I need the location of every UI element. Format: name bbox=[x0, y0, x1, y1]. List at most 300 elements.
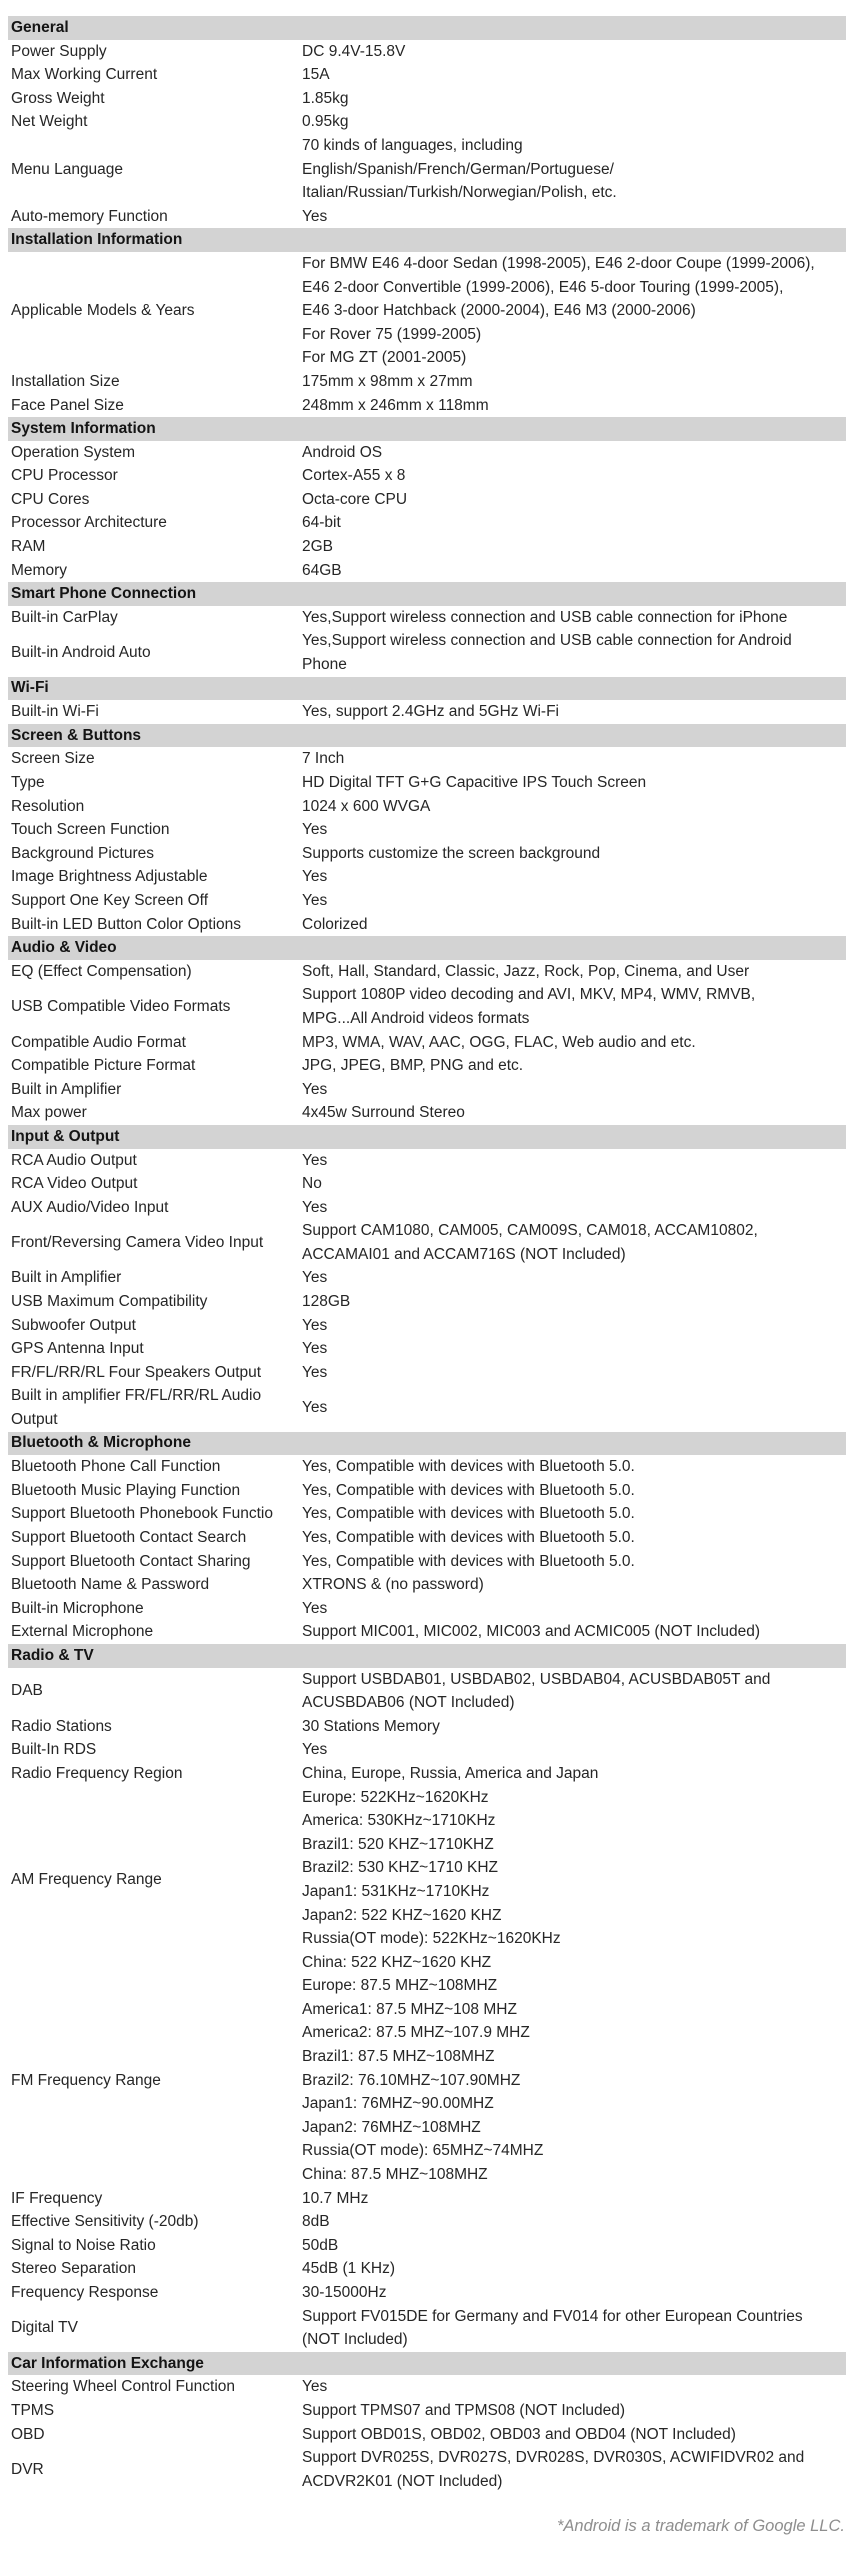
spec-row bbox=[8, 842, 846, 866]
value-line: Yes bbox=[302, 207, 328, 225]
value-line: ACUSBDAB06 (NOT Included) bbox=[302, 1694, 515, 1712]
spec-row bbox=[8, 1172, 846, 1196]
label-line: Stereo Separation bbox=[11, 2260, 136, 2278]
spec-value bbox=[302, 1974, 846, 2186]
spec-value bbox=[302, 205, 846, 229]
spec-row bbox=[8, 1738, 846, 1762]
label-line: Radio Stations bbox=[11, 1717, 112, 1735]
label-line: DAB bbox=[11, 1682, 43, 1700]
value-line: Yes, Compatible with devices with Bluetooth 5.0. bbox=[302, 1505, 635, 1523]
spec-row bbox=[8, 1455, 846, 1479]
label-line: Built-in LED Button Color Options bbox=[11, 915, 242, 933]
label-line: Compatible Picture Format bbox=[11, 1057, 196, 1075]
spec-label bbox=[8, 913, 302, 937]
spec-row bbox=[8, 2423, 846, 2447]
spec-value bbox=[302, 2423, 846, 2447]
value-line: Yes bbox=[302, 1340, 328, 1358]
label-line: USB Compatible Video Formats bbox=[11, 998, 231, 1016]
spec-row bbox=[8, 1715, 846, 1739]
label-line: Processor Architecture bbox=[11, 514, 167, 532]
spec-value bbox=[302, 2446, 846, 2493]
label-line: FM Frequency Range bbox=[11, 2071, 161, 2089]
value-line: Support FV015DE for Germany and FV014 for other European Countries bbox=[302, 2307, 803, 2325]
value-line: 70 kinds of languages, including bbox=[302, 136, 523, 154]
spec-value bbox=[302, 1031, 846, 1055]
spec-value bbox=[302, 983, 846, 1030]
spec-value bbox=[302, 2257, 846, 2281]
spec-value bbox=[302, 1054, 846, 1078]
value-line: Japan2: 76MHZ~108MHZ bbox=[302, 2118, 481, 2136]
spec-label bbox=[8, 1231, 302, 1255]
spec-value bbox=[302, 2187, 846, 2211]
spec-value bbox=[302, 1502, 846, 1526]
spec-value bbox=[302, 865, 846, 889]
spec-value bbox=[302, 606, 846, 630]
spec-label bbox=[8, 2375, 302, 2399]
label-line: Built in Amplifier bbox=[11, 1080, 122, 1098]
label-line: IF Frequency bbox=[11, 2189, 103, 2207]
spec-value bbox=[302, 1762, 846, 1786]
value-line: MPG...All Android videos formats bbox=[302, 1009, 530, 1027]
spec-row bbox=[8, 134, 846, 205]
value-line: 64-bit bbox=[302, 514, 341, 532]
label-line: Memory bbox=[11, 561, 67, 579]
spec-value bbox=[302, 629, 846, 676]
label-line: Built-in CarPlay bbox=[11, 608, 118, 626]
value-line: 64GB bbox=[302, 561, 342, 579]
spec-label bbox=[8, 2069, 302, 2093]
spec-row bbox=[8, 394, 846, 418]
section-title: Installation Information bbox=[11, 231, 183, 249]
spec-row bbox=[8, 1597, 846, 1621]
label-line: Front/Reversing Camera Video Input bbox=[11, 1234, 264, 1252]
value-line: Phone bbox=[302, 656, 347, 674]
section-title: System Information bbox=[11, 419, 156, 437]
section-title: General bbox=[11, 18, 69, 36]
label-line: EQ (Effect Compensation) bbox=[11, 962, 192, 980]
spec-row bbox=[8, 1620, 846, 1644]
spec-label bbox=[8, 2399, 302, 2423]
spec-label bbox=[8, 771, 302, 795]
spec-value bbox=[302, 771, 846, 795]
label-line: CPU Cores bbox=[11, 490, 90, 508]
label-line: Background Pictures bbox=[11, 844, 155, 862]
spec-value bbox=[302, 464, 846, 488]
label-line: Applicable Models & Years bbox=[11, 302, 195, 320]
label-line: Gross Weight bbox=[11, 89, 105, 107]
spec-value bbox=[302, 2210, 846, 2234]
spec-label bbox=[8, 511, 302, 535]
spec-row bbox=[8, 464, 846, 488]
spec-row bbox=[8, 1361, 846, 1385]
spec-label bbox=[8, 1361, 302, 1385]
spec-label bbox=[8, 158, 302, 182]
spec-row bbox=[8, 1526, 846, 1550]
spec-label bbox=[8, 464, 302, 488]
value-line: Japan2: 522 KHZ~1620 KHZ bbox=[302, 1906, 502, 1924]
label-line: Support Bluetooth Contact Sharing bbox=[11, 1552, 251, 1570]
section-header bbox=[8, 1644, 846, 1668]
value-line: DC 9.4V-15.8V bbox=[302, 42, 406, 60]
value-line: Brazil1: 87.5 MHZ~108MHZ bbox=[302, 2048, 495, 2066]
spec-label bbox=[8, 960, 302, 984]
section-title: Radio & TV bbox=[11, 1646, 94, 1664]
spec-value bbox=[302, 1314, 846, 1338]
value-line: Yes bbox=[302, 1399, 328, 1417]
spec-row bbox=[8, 252, 846, 370]
label-line: Built-In RDS bbox=[11, 1741, 97, 1759]
value-line: Yes bbox=[302, 1151, 328, 1169]
value-line: Yes, Compatible with devices with Bluetooth 5.0. bbox=[302, 1458, 635, 1476]
label-line: Built in amplifier FR/FL/RR/RL Audio bbox=[11, 1387, 262, 1405]
spec-label bbox=[8, 1078, 302, 1102]
spec-row bbox=[8, 1573, 846, 1597]
value-line: E46 3-door Hatchback (2000-2004), E46 M3 (2000-2006) bbox=[302, 302, 696, 320]
spec-label bbox=[8, 40, 302, 64]
spec-label bbox=[8, 889, 302, 913]
spec-row bbox=[8, 87, 846, 111]
spec-label bbox=[8, 1266, 302, 1290]
spec-value bbox=[302, 1550, 846, 1574]
spec-label bbox=[8, 1031, 302, 1055]
spec-row bbox=[8, 2234, 846, 2258]
value-line: 248mm x 246mm x 118mm bbox=[302, 396, 489, 414]
spec-row bbox=[8, 488, 846, 512]
value-line: 4x45w Surround Stereo bbox=[302, 1104, 465, 1122]
spec-label bbox=[8, 87, 302, 111]
value-line: XTRONS & (no password) bbox=[302, 1576, 484, 1594]
label-line: Power Supply bbox=[11, 42, 107, 60]
value-line: Yes bbox=[302, 1198, 328, 1216]
label-line: FR/FL/RR/RL Four Speakers Output bbox=[11, 1363, 262, 1381]
value-line: For MG ZT (2001-2005) bbox=[302, 349, 467, 367]
spec-row bbox=[8, 1384, 846, 1431]
section-header bbox=[8, 724, 846, 748]
section-title: Wi-Fi bbox=[11, 679, 49, 697]
label-line: Steering Wheel Control Function bbox=[11, 2378, 236, 2396]
spec-row bbox=[8, 63, 846, 87]
spec-row bbox=[8, 2399, 846, 2423]
value-line: 2GB bbox=[302, 538, 334, 556]
spec-row bbox=[8, 1550, 846, 1574]
value-line: Cortex-A55 x 8 bbox=[302, 467, 406, 485]
value-line: Russia(OT mode): 522KHz~1620KHz bbox=[302, 1930, 561, 1948]
spec-label bbox=[8, 2257, 302, 2281]
spec-label bbox=[8, 1502, 302, 1526]
spec-row bbox=[8, 818, 846, 842]
section-header bbox=[8, 1125, 846, 1149]
spec-label bbox=[8, 818, 302, 842]
label-line: Built-in Wi-Fi bbox=[11, 703, 99, 721]
spec-label bbox=[8, 1455, 302, 1479]
spec-row bbox=[8, 889, 846, 913]
spec-label bbox=[8, 1526, 302, 1550]
spec-row bbox=[8, 960, 846, 984]
label-line: AUX Audio/Video Input bbox=[11, 1198, 169, 1216]
label-line: Touch Screen Function bbox=[11, 821, 170, 839]
spec-row bbox=[8, 629, 846, 676]
value-line: 8dB bbox=[302, 2213, 330, 2231]
spec-label bbox=[8, 2458, 302, 2482]
spec-row bbox=[8, 1031, 846, 1055]
spec-row bbox=[8, 2281, 846, 2305]
value-line: Brazil2: 76.10MHZ~107.90MHZ bbox=[302, 2071, 521, 2089]
spec-label bbox=[8, 2281, 302, 2305]
spec-value bbox=[302, 1149, 846, 1173]
spec-value bbox=[302, 110, 846, 134]
spec-row bbox=[8, 913, 846, 937]
spec-value bbox=[302, 2305, 846, 2352]
value-line: 30 Stations Memory bbox=[302, 1717, 440, 1735]
label-line: Max power bbox=[11, 1104, 87, 1122]
spec-value bbox=[302, 1078, 846, 1102]
section-header bbox=[8, 677, 846, 701]
spec-value bbox=[302, 1172, 846, 1196]
spec-row bbox=[8, 40, 846, 64]
spec-row bbox=[8, 1290, 846, 1314]
spec-value bbox=[302, 2399, 846, 2423]
value-line: Brazil2: 530 KHZ~1710 KHZ bbox=[302, 1859, 498, 1877]
spec-value bbox=[302, 1361, 846, 1385]
spec-row bbox=[8, 1101, 846, 1125]
spec-value bbox=[302, 87, 846, 111]
value-line: Support 1080P video decoding and AVI, MKV, MP4, WMV, RMVB, bbox=[302, 986, 756, 1004]
value-line: Support CAM1080, CAM005, CAM009S, CAM018, ACCAM10802, bbox=[302, 1222, 758, 1240]
spec-label bbox=[8, 1573, 302, 1597]
spec-value bbox=[302, 1219, 846, 1266]
value-line: Yes, Compatible with devices with Bluetooth 5.0. bbox=[302, 1529, 635, 1546]
value-line: China: 522 KHZ~1620 KHZ bbox=[302, 1953, 492, 1971]
spec-label bbox=[8, 1762, 302, 1786]
spec-row bbox=[8, 1078, 846, 1102]
section-header bbox=[8, 582, 846, 606]
label-line: Support Bluetooth Contact Search bbox=[11, 1529, 247, 1546]
spec-value bbox=[302, 63, 846, 87]
spec-label bbox=[8, 842, 302, 866]
label-line: Installation Size bbox=[11, 372, 120, 390]
spec-value bbox=[302, 394, 846, 418]
label-line: Menu Language bbox=[11, 160, 124, 178]
label-line: RAM bbox=[11, 538, 46, 556]
value-line: Soft, Hall, Standard, Classic, Jazz, Rock, Pop, Cinema, and User bbox=[302, 962, 750, 980]
spec-value bbox=[302, 747, 846, 771]
spec-label bbox=[8, 1054, 302, 1078]
spec-label bbox=[8, 63, 302, 87]
spec-label bbox=[8, 1620, 302, 1644]
spec-value bbox=[302, 2375, 846, 2399]
spec-value bbox=[302, 1668, 846, 1715]
value-line: JPG, JPEG, BMP, PNG and etc. bbox=[302, 1057, 524, 1075]
spec-row bbox=[8, 2187, 846, 2211]
value-line: Android OS bbox=[302, 443, 383, 461]
label-line: CPU Processor bbox=[11, 467, 118, 485]
value-line: Colorized bbox=[302, 915, 368, 933]
spec-value bbox=[302, 795, 846, 819]
value-line: Russia(OT mode): 65MHZ~74MHZ bbox=[302, 2142, 544, 2160]
value-line: Support USBDAB01, USBDAB02, USBDAB04, ACUSBDAB05T and bbox=[302, 1670, 771, 1688]
spec-value bbox=[302, 960, 846, 984]
spec-row bbox=[8, 1668, 846, 1715]
value-line: America2: 87.5 MHZ~107.9 MHZ bbox=[302, 2024, 530, 2042]
label-line: TPMS bbox=[11, 2401, 55, 2419]
spec-label bbox=[8, 2187, 302, 2211]
spec-label bbox=[8, 535, 302, 559]
spec-label bbox=[8, 299, 302, 323]
value-line: Support DVR025S, DVR027S, DVR028S, DVR030S, ACWIFIDVR02 and bbox=[302, 2449, 805, 2467]
label-line: Effective Sensitivity (-20db) bbox=[11, 2213, 199, 2231]
value-line: 10.7 MHz bbox=[302, 2189, 369, 2207]
value-line: 175mm x 98mm x 27mm bbox=[302, 372, 473, 390]
spec-row bbox=[8, 983, 846, 1030]
value-line: Japan1: 76MHZ~90.00MHZ bbox=[302, 2095, 494, 2113]
label-line: Max Working Current bbox=[11, 66, 158, 84]
label-line: Image Brightness Adjustable bbox=[11, 868, 208, 886]
spec-value bbox=[302, 1597, 846, 1621]
label-line: Support Bluetooth Phonebook Functio bbox=[11, 1505, 273, 1523]
section-header bbox=[8, 936, 846, 960]
label-line: AM Frequency Range bbox=[11, 1871, 162, 1889]
spec-value bbox=[302, 1196, 846, 1220]
spec-row bbox=[8, 2375, 846, 2399]
spec-value bbox=[302, 818, 846, 842]
spec-row bbox=[8, 795, 846, 819]
label-line: Output bbox=[11, 1411, 58, 1429]
value-line: Italian/Russian/Turkish/Norwegian/Polish, etc. bbox=[302, 184, 617, 202]
spec-row bbox=[8, 1479, 846, 1503]
label-line: RCA Video Output bbox=[11, 1175, 138, 1193]
spec-value bbox=[302, 1715, 846, 1739]
label-line: Bluetooth Phone Call Function bbox=[11, 1458, 221, 1476]
spec-value bbox=[302, 134, 846, 205]
label-line: Resolution bbox=[11, 797, 85, 815]
spec-row bbox=[8, 2446, 846, 2493]
label-line: USB Maximum Compatibility bbox=[11, 1293, 208, 1311]
spec-label bbox=[8, 641, 302, 665]
section-title: Screen & Buttons bbox=[11, 726, 142, 744]
spec-label bbox=[8, 2316, 302, 2340]
spec-value bbox=[302, 1290, 846, 1314]
spec-value bbox=[302, 700, 846, 724]
spec-label bbox=[8, 795, 302, 819]
spec-value bbox=[302, 1573, 846, 1597]
value-line: America: 530KHz~1710KHz bbox=[302, 1812, 496, 1830]
value-line: China, Europe, Russia, America and Japan bbox=[302, 1764, 599, 1782]
spec-value bbox=[302, 1479, 846, 1503]
spec-row bbox=[8, 2210, 846, 2234]
value-line: Supports customize the screen background bbox=[302, 844, 601, 862]
label-line: RCA Audio Output bbox=[11, 1151, 137, 1169]
spec-value bbox=[302, 2281, 846, 2305]
section-title: Bluetooth & Microphone bbox=[11, 1434, 191, 1452]
spec-value bbox=[302, 370, 846, 394]
spec-label bbox=[8, 1597, 302, 1621]
spec-label bbox=[8, 1172, 302, 1196]
spec-row bbox=[8, 441, 846, 465]
spec-value bbox=[302, 1455, 846, 1479]
value-line: 0.95kg bbox=[302, 113, 349, 131]
spec-value bbox=[302, 441, 846, 465]
spec-row bbox=[8, 865, 846, 889]
spec-value bbox=[302, 252, 846, 370]
spec-row bbox=[8, 511, 846, 535]
spec-label bbox=[8, 370, 302, 394]
spec-row bbox=[8, 110, 846, 134]
spec-label bbox=[8, 559, 302, 583]
value-line: Brazil1: 520 KHZ~1710KHZ bbox=[302, 1835, 494, 1853]
spec-label bbox=[8, 488, 302, 512]
spec-label bbox=[8, 1868, 302, 1892]
spec-row bbox=[8, 1786, 846, 1975]
spec-row bbox=[8, 1502, 846, 1526]
spec-label bbox=[8, 1101, 302, 1125]
value-line: For BMW E46 4-door Sedan (1998-2005), E46 2-door Coupe (1999-2006), bbox=[302, 254, 815, 272]
spec-row bbox=[8, 370, 846, 394]
value-line: Yes, Compatible with devices with Bluetooth 5.0. bbox=[302, 1481, 635, 1499]
spec-row bbox=[8, 1054, 846, 1078]
label-line: Face Panel Size bbox=[11, 396, 124, 414]
spec-value bbox=[302, 1526, 846, 1550]
value-line: English/Spanish/French/German/Portuguese/ bbox=[302, 160, 614, 178]
spec-label bbox=[8, 2234, 302, 2258]
spec-value bbox=[302, 1738, 846, 1762]
value-line: Yes bbox=[302, 1363, 328, 1381]
spec-label bbox=[8, 606, 302, 630]
spec-label bbox=[8, 1337, 302, 1361]
label-line: Bluetooth Name & Password bbox=[11, 1576, 210, 1594]
spec-label bbox=[8, 441, 302, 465]
spec-value bbox=[302, 1101, 846, 1125]
label-line: Digital TV bbox=[11, 2319, 78, 2337]
spec-label bbox=[8, 1738, 302, 1762]
spec-value bbox=[302, 1337, 846, 1361]
value-line: HD Digital TFT G+G Capacitive IPS Touch Screen bbox=[302, 774, 647, 791]
spec-label bbox=[8, 1679, 302, 1703]
spec-row bbox=[8, 700, 846, 724]
section-title: Car Information Exchange bbox=[11, 2354, 204, 2372]
spec-value bbox=[302, 2234, 846, 2258]
value-line: 7 Inch bbox=[302, 750, 345, 768]
spec-value bbox=[302, 1786, 846, 1975]
value-line: Support TPMS07 and TPMS08 (NOT Included) bbox=[302, 2401, 626, 2419]
spec-row bbox=[8, 1219, 846, 1266]
label-line: OBD bbox=[11, 2425, 45, 2443]
spec-label bbox=[8, 394, 302, 418]
spec-value bbox=[302, 842, 846, 866]
value-line: 1024 x 600 WVGA bbox=[302, 797, 431, 815]
label-line: GPS Antenna Input bbox=[11, 1340, 144, 1358]
value-line: 45dB (1 KHz) bbox=[302, 2260, 396, 2278]
spec-label bbox=[8, 1384, 302, 1431]
label-line: Built in Amplifier bbox=[11, 1269, 122, 1287]
spec-label bbox=[8, 2210, 302, 2234]
label-line: External Microphone bbox=[11, 1623, 154, 1641]
section-title: Audio & Video bbox=[11, 938, 117, 956]
value-line: Yes bbox=[302, 891, 328, 909]
value-line: 128GB bbox=[302, 1293, 351, 1311]
spec-row bbox=[8, 771, 846, 795]
section-header bbox=[8, 417, 846, 441]
spec-label bbox=[8, 110, 302, 134]
value-line: MP3, WMA, WAV, AAC, OGG, FLAC, Web audio and etc. bbox=[302, 1033, 696, 1051]
android-trademark-note: *Android is a trademark of Google LLC. bbox=[557, 2517, 845, 2536]
spec-label bbox=[8, 995, 302, 1019]
value-line: Support MIC001, MIC002, MIC003 and ACMIC005 (NOT Included) bbox=[302, 1623, 761, 1641]
spec-row bbox=[8, 1314, 846, 1338]
spec-row bbox=[8, 1149, 846, 1173]
spec-label bbox=[8, 1290, 302, 1314]
spec-value bbox=[302, 1620, 846, 1644]
spec-value bbox=[302, 535, 846, 559]
